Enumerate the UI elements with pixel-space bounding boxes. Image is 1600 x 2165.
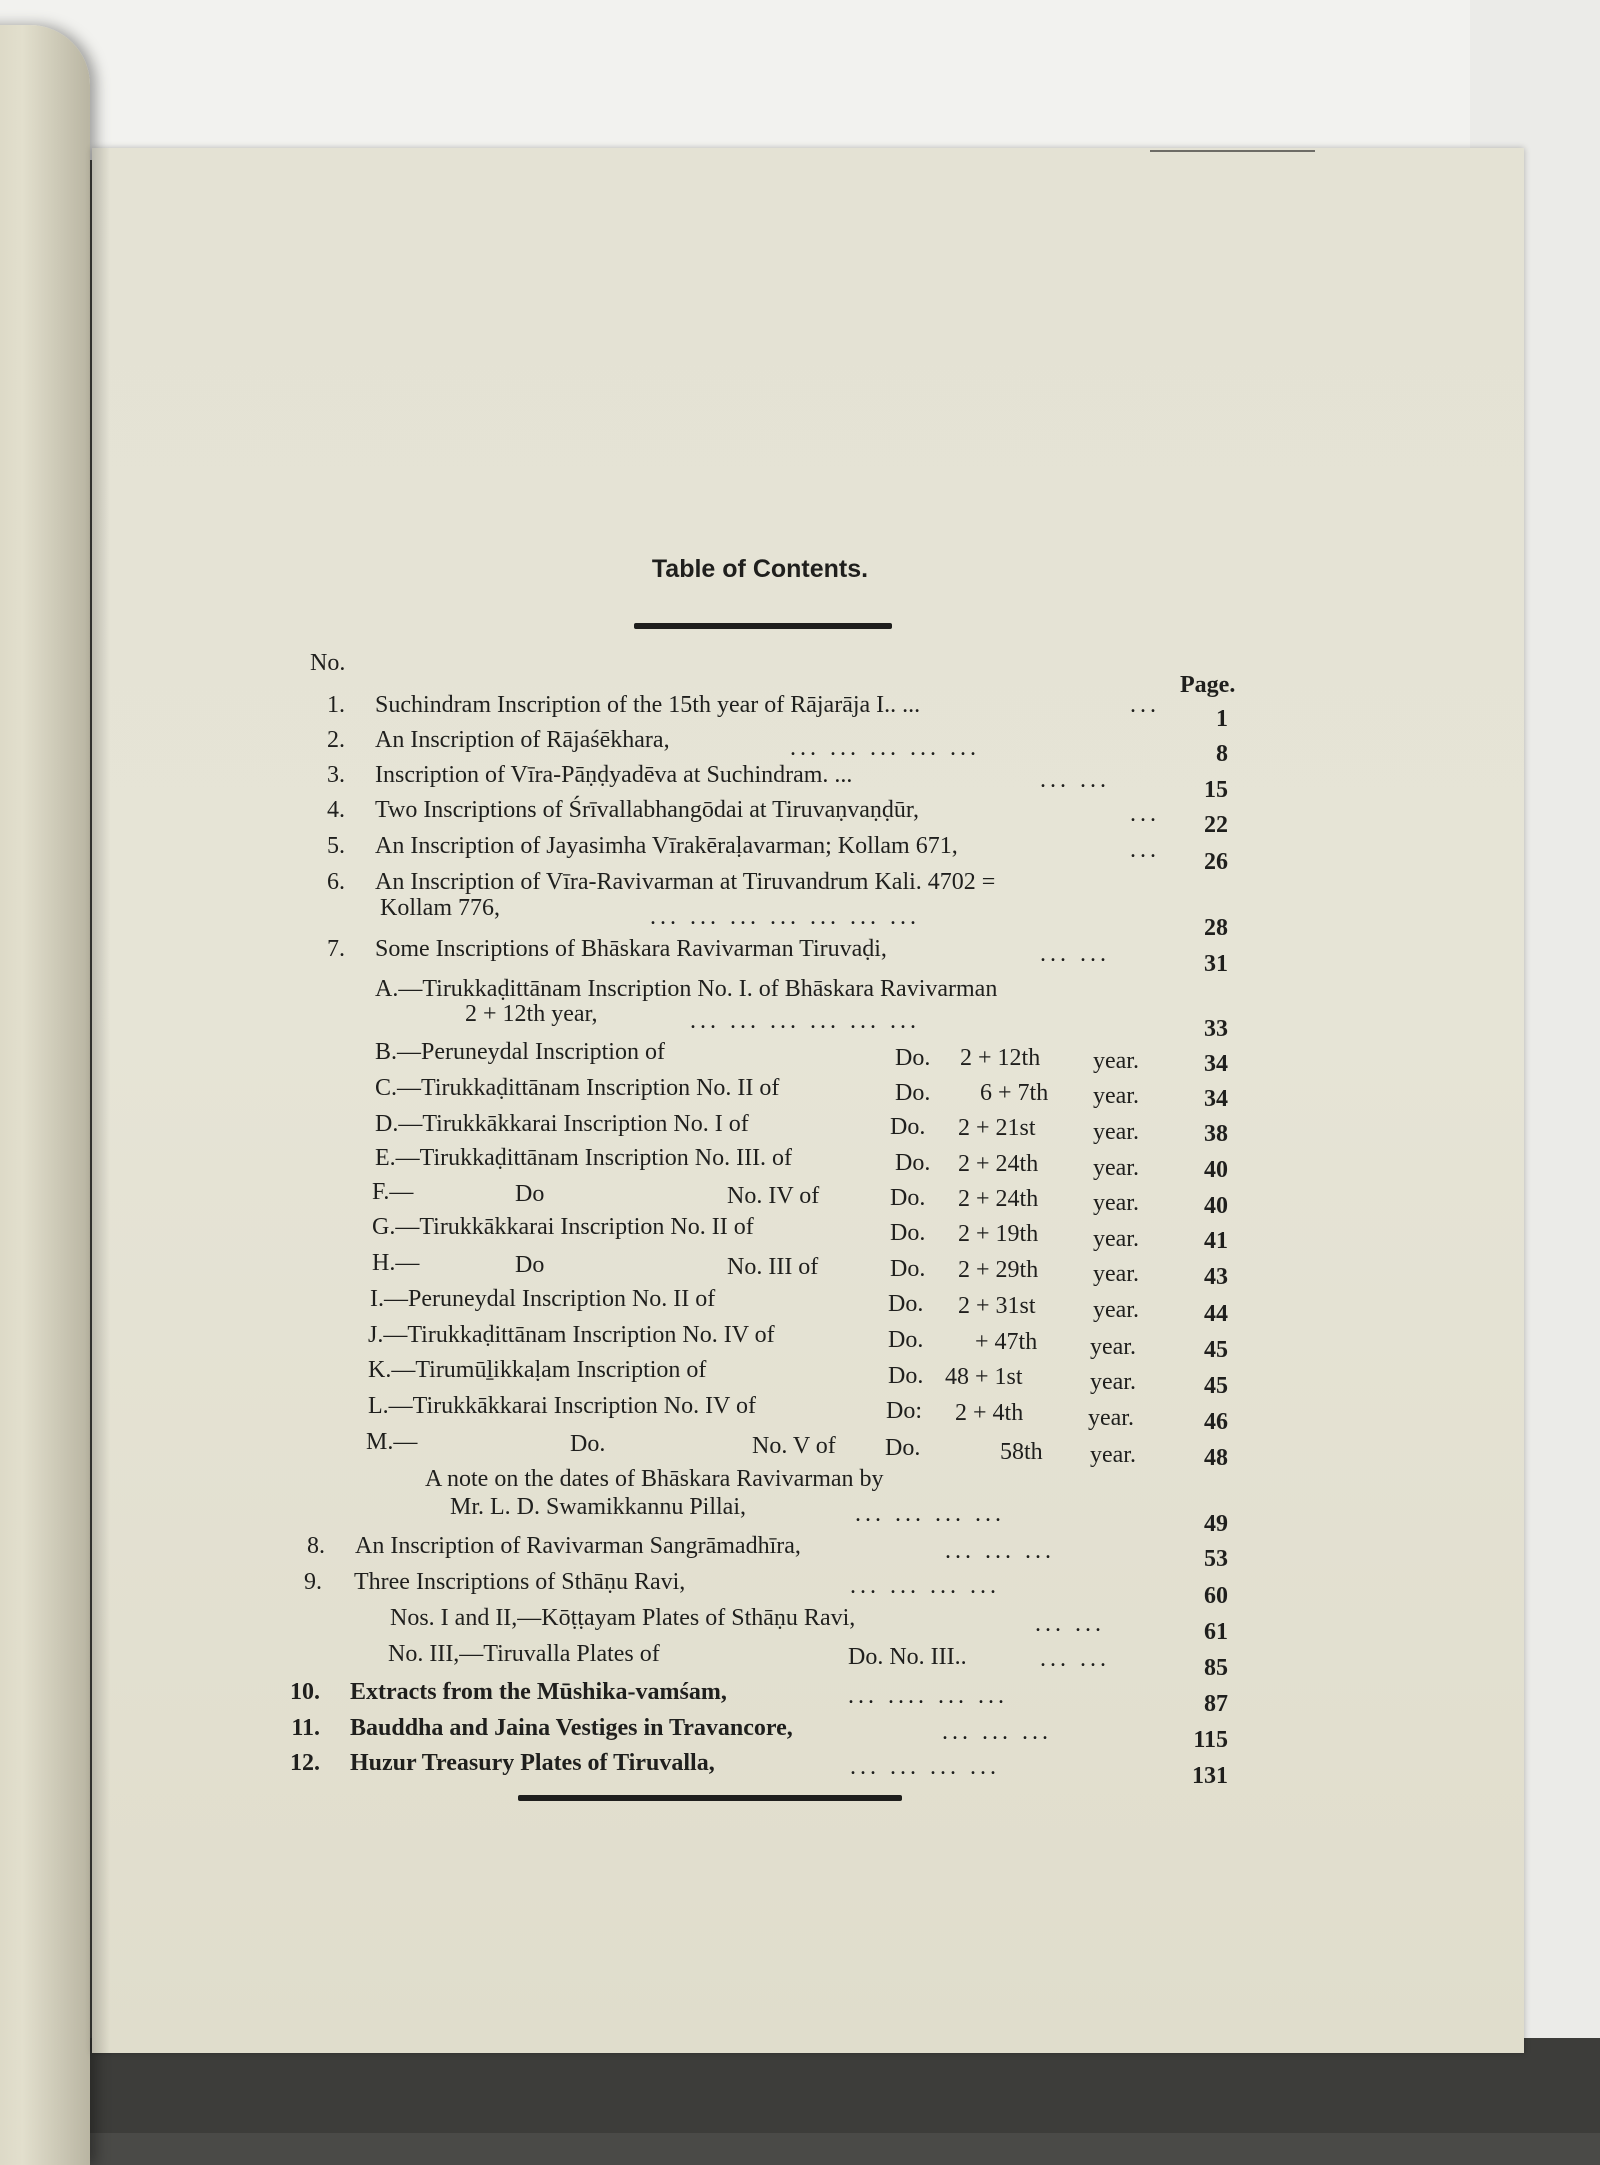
entry-leader: ... ... <box>1040 767 1110 793</box>
entry-number: 9. <box>304 1569 322 1595</box>
regnal-year: 48 + 1st <box>945 1364 1023 1390</box>
sub-entry-title: L.—Tirukkākkarai Inscription No. IV of <box>368 1393 756 1419</box>
entry-title: An Inscription of Ravivarman Sangrāmadhīra, <box>355 1533 801 1559</box>
year-label: year. <box>1090 1369 1136 1395</box>
sub-entry-title: E.—Tirukkaḍittānam Inscription No. III. of <box>375 1145 793 1171</box>
entry-page: 115 <box>1193 1727 1228 1753</box>
entry-page: 33 <box>1204 1016 1228 1042</box>
entry-page: 49 <box>1204 1511 1228 1537</box>
entry-page: 45 <box>1204 1373 1228 1399</box>
regnal-year: 2 + 24th <box>958 1151 1039 1177</box>
entry-leader: ... ... ... ... ... ... <box>690 1008 920 1034</box>
sub-entry-title: D.—Tirukkākkarai Inscription No. I of <box>375 1111 749 1137</box>
entry-leader: ... .... ... ... <box>848 1683 1008 1709</box>
entry-page: 46 <box>1204 1409 1228 1435</box>
entry-page: 31 <box>1204 951 1228 977</box>
entry-page: 41 <box>1204 1228 1228 1254</box>
column-header-page: Page. <box>1180 672 1236 698</box>
ditto-mark: Do. <box>890 1220 926 1246</box>
entry-page: 87 <box>1204 1691 1228 1717</box>
regnal-year: 2 + 21st <box>958 1115 1036 1141</box>
entry-page: 131 <box>1192 1763 1228 1789</box>
entry-number: 4. <box>327 797 345 823</box>
regnal-year: 2 + 4th <box>955 1400 1024 1426</box>
entry-page: 43 <box>1204 1264 1228 1290</box>
entry-title: Three Inscriptions of Sthāṇu Ravi, <box>354 1569 686 1595</box>
sub-entry-title: No. III,—Tiruvalla Plates of <box>388 1641 660 1667</box>
year-label: year. <box>1093 1261 1139 1287</box>
entry-title: Some Inscriptions of Bhāskara Ravivarman Tiruvaḍi, <box>375 936 887 962</box>
regnal-year: 58th <box>1000 1439 1043 1465</box>
page-title: Table of Contents. <box>651 555 869 583</box>
regnal-year: + 47th <box>975 1329 1038 1355</box>
entry-page: 44 <box>1204 1301 1228 1327</box>
entry-page: 26 <box>1204 849 1228 875</box>
entry-leader: ... <box>1130 692 1160 718</box>
ditto-mark: Do <box>515 1181 545 1207</box>
entry-page: 61 <box>1204 1619 1228 1645</box>
entry-title-continued: Kollam 776, <box>380 895 500 921</box>
sub-entry-title: A.—Tirukkaḍittānam Inscription No. I. of Bhāskara Ravivarman <box>375 976 998 1002</box>
sub-entry-title: G.—Tirukkākkarai Inscription No. II of <box>372 1214 754 1240</box>
year-label: year. <box>1088 1405 1134 1431</box>
note-title-continued: Mr. L. D. Swamikkannu Pillai, <box>450 1494 746 1520</box>
entry-page: 48 <box>1204 1445 1228 1471</box>
year-label: year. <box>1090 1442 1136 1468</box>
regnal-year: 2 + 31st <box>958 1293 1036 1319</box>
column-header-no: No. <box>310 650 346 676</box>
entry-page: 22 <box>1204 812 1228 838</box>
entry-leader: ... ... ... ... <box>855 1501 1005 1527</box>
ditto-mark: Do: <box>886 1398 922 1424</box>
entry-page: 28 <box>1204 915 1228 941</box>
entry-leader: ... ... <box>1035 1611 1105 1637</box>
entry-leader: ... <box>1130 801 1160 827</box>
entry-title: An Inscription of Jayasimha Vīrakēraḷavarman; Kollam 671, <box>375 833 958 859</box>
entry-title: Huzur Treasury Plates of Tiruvalla, <box>350 1750 715 1776</box>
sub-entry-title: B.—Peruneydal Inscription of <box>375 1039 665 1065</box>
entry-number: 8. <box>307 1533 325 1559</box>
year-label: year. <box>1093 1297 1139 1323</box>
entry-page: 34 <box>1204 1051 1228 1077</box>
entry-number: 6. <box>327 869 345 895</box>
entry-page: 85 <box>1204 1655 1228 1681</box>
regnal-year: 2 + 24th <box>958 1186 1039 1212</box>
entry-number: 1. <box>327 692 345 718</box>
year-label: year. <box>1093 1119 1139 1145</box>
entry-number: 11. <box>291 1715 320 1741</box>
entry-leader: ... ... <box>1040 941 1110 967</box>
closing-rule <box>518 1795 902 1801</box>
entry-page: 40 <box>1204 1193 1228 1219</box>
entry-title: An Inscription of Vīra-Ravivarman at Tiruvandrum Kali. 4702 = <box>375 869 996 895</box>
entry-leader: ... ... ... <box>945 1538 1055 1564</box>
ditto-mark: Do. <box>890 1185 926 1211</box>
entry-page: 45 <box>1204 1337 1228 1363</box>
entry-leader: ... ... ... <box>942 1719 1052 1745</box>
entry-leader: ... ... ... ... ... ... ... <box>650 904 920 930</box>
sub-entry-title: J.—Tirukkaḍittānam Inscription No. IV of <box>368 1322 775 1348</box>
sub-entry-title: M.— <box>366 1429 418 1455</box>
entry-title: An Inscription of Rājaśēkhara, <box>375 727 670 753</box>
entry-page: 40 <box>1204 1157 1228 1183</box>
ditto-mark: Do. <box>890 1114 926 1140</box>
ditto-mark: Do. <box>888 1363 924 1389</box>
entry-number: 7. <box>327 936 345 962</box>
regnal-year: 6 + 7th <box>980 1080 1049 1106</box>
entry-title: Suchindram Inscription of the 15th year of Rājarāja I.. ... <box>375 692 921 718</box>
entry-page: 15 <box>1204 777 1228 803</box>
year-label: year. <box>1093 1226 1139 1252</box>
ditto-mark: Do <box>515 1252 545 1278</box>
entry-leader: ... ... ... ... <box>850 1754 1000 1780</box>
entry-number: 5. <box>327 833 345 859</box>
sub-entry-title: H.— <box>372 1250 420 1276</box>
entry-leader: ... ... <box>1040 1646 1110 1672</box>
sub-entry-title: K.—Tirumūḻikkaḷam Inscription of <box>368 1357 707 1383</box>
entry-number: 2. <box>327 727 345 753</box>
sub-entry-title: F.— <box>372 1179 414 1205</box>
regnal-year: 2 + 12th <box>960 1045 1041 1071</box>
entry-leader: ... <box>1130 837 1160 863</box>
regnal-year: 2 + 19th <box>958 1221 1039 1247</box>
note-title: A note on the dates of Bhāskara Ravivarman by <box>425 1466 884 1492</box>
entry-number: 3. <box>327 762 345 788</box>
entry-number: 10. <box>290 1679 320 1705</box>
sub-entry-title: I.—Peruneydal Inscription No. II of <box>370 1286 716 1312</box>
entry-page: 60 <box>1204 1583 1228 1609</box>
entry-leader: ... ... ... ... ... <box>790 735 980 761</box>
year-label: year. <box>1093 1083 1139 1109</box>
entry-page: 34 <box>1204 1086 1228 1112</box>
entry-number: 12. <box>290 1750 320 1776</box>
ditto-mark: Do. <box>888 1291 924 1317</box>
year-label: year. <box>1093 1048 1139 1074</box>
ditto-mark: Do. <box>895 1080 931 1106</box>
entry-title: Inscription of Vīra-Pāṇḍyadēva at Suchindram. ... <box>375 762 853 788</box>
ditto-mark: Do. <box>885 1435 921 1461</box>
title-rule <box>634 623 892 629</box>
ditto-mark: Do. <box>895 1045 931 1071</box>
inscription-number: Do. No. III.. <box>848 1644 967 1670</box>
entry-page: 38 <box>1204 1121 1228 1147</box>
entry-page: 53 <box>1204 1546 1228 1572</box>
entry-title: Bauddha and Jaina Vestiges in Travancore, <box>350 1715 793 1741</box>
inscription-number: No. IV of <box>727 1183 820 1209</box>
ditto-mark: Do. <box>895 1150 931 1176</box>
year-label: year. <box>1093 1190 1139 1216</box>
sub-entry-title-continued: 2 + 12th year, <box>465 1001 598 1027</box>
inscription-number: No. III of <box>727 1254 819 1280</box>
year-label: year. <box>1090 1334 1136 1360</box>
entry-page: 1 <box>1216 706 1228 732</box>
ditto-mark: Do. <box>890 1256 926 1282</box>
ditto-mark: Do. <box>888 1327 924 1353</box>
entry-title: Extracts from the Mūshika-vamśam, <box>350 1679 727 1705</box>
entry-page: 8 <box>1216 741 1228 767</box>
inscription-number: No. V of <box>752 1433 836 1459</box>
entry-leader: ... ... ... ... <box>850 1573 1000 1599</box>
ditto-mark: Do. <box>570 1431 606 1457</box>
sub-entry-title: Nos. I and II,—Kōṭṭayam Plates of Sthāṇu Ravi, <box>390 1605 856 1631</box>
entry-title: Two Inscriptions of Śrīvallabhangōdai at Tiruvaṇvaṇḍūr, <box>375 797 919 823</box>
year-label: year. <box>1093 1155 1139 1181</box>
sub-entry-title: C.—Tirukkaḍittānam Inscription No. II of <box>375 1075 780 1101</box>
regnal-year: 2 + 29th <box>958 1257 1039 1283</box>
